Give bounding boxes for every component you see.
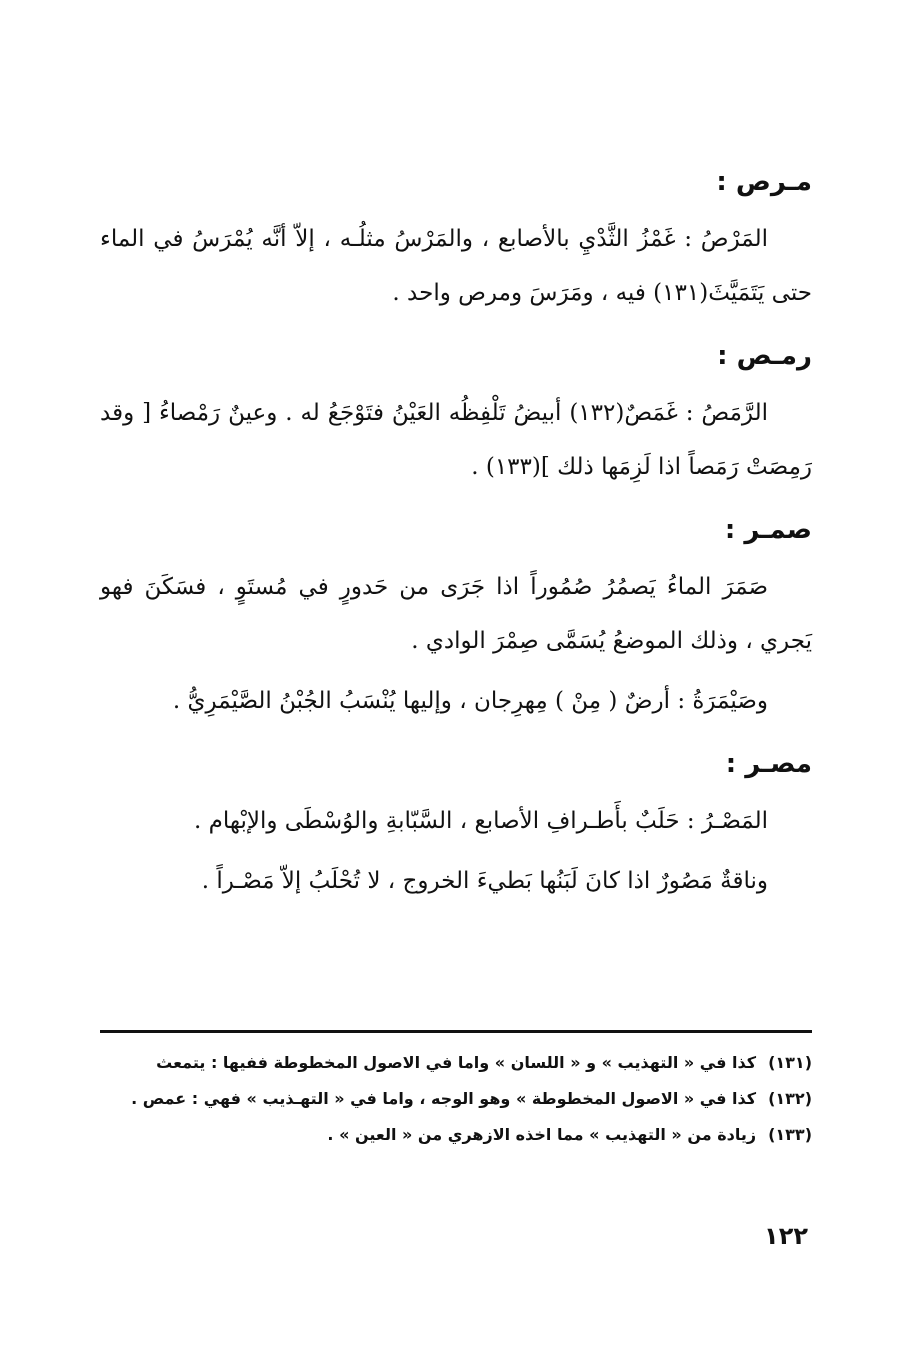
entry-samar [100,512,812,728]
entry-paragraph: وناقةٌ مَصُورٌ اذا كانَ لَبَنُها بَطيءَ الخروج ، لا تُحْلَبُ إلاّ مَصْـراً . [201,868,768,894]
entry-heading: رمـص : [717,341,812,371]
entry-paragraph: المَرْصُ : غَمْزُ الثَّدْيِ بالأصابع ، والمَرْسُ مثلُـه ، إلاّ أنَّه يُمْرَسُ في الماء حتى يَتَمَيَّثَ(١٣١) فيه ، ومَرَسَ ومرص واحد . [100,226,812,306]
footnote-number: (١٣٢) [768,1089,812,1108]
footnote-132 [100,1084,812,1114]
footnote-number: (١٣٣) [768,1125,812,1144]
entry-heading: صمـر : [724,515,812,545]
entry-paragraph: الرَّمَصُ : غَمَصٌ(١٣٢) أبيضُ تَلْفِظُه العَيْنُ فتَوْجَعُ له . وعينٌ رَمْصاءُ [ وقد رَمِصَتْ رَمَصاً اذا لَزِمَها ذلك ](١٣٣) . [100,400,812,480]
entry-paragraph: وصَيْمَرَةُ : أرضٌ ( مِنْ ) مِهرِجان ، وإليها يُنْسَبُ الجُبْنُ الصَّيْمَرِيُّ . [172,688,768,714]
footnote-number: (١٣١) [768,1053,812,1072]
entry-heading: مـرص : [716,167,812,197]
entry-paragraph: صَمَرَ الماءُ يَصمُرُ صُمُوراً اذا جَرَى من حَدورٍ في مُستَوٍ ، فسَكَنَ فهو يَجري ، وذلك الموضعُ يُسَمَّى صِمْرَ الوادي . [100,574,812,654]
footnote-text: زيادة من « التهذيب » مما اخذه الازهري من « العين » . [327,1125,757,1144]
footnote-divider [100,1030,812,1033]
entry-mars [100,164,812,320]
footnote-133 [100,1120,812,1150]
footnote-text: كذا في « الاصول المخطوطة » وهو الوجه ، واما في « التهـذيب » فهي : عمص . [131,1089,757,1108]
entry-ramas [100,338,812,494]
footnote-131 [100,1048,812,1078]
entry-masr [100,746,812,908]
entry-heading: مصـر : [725,749,812,779]
page-number: ١٢٢ [764,1222,808,1250]
entry-paragraph: المَصْـرُ : حَلَبٌ بأَطـرافِ الأصابع ، السَّبّابةِ والوُسْطَى والإبْهام . [194,808,768,834]
footnote-text: كذا في « التهذيب » و « اللسان » واما في الاصول المخطوطة ففيها : يتمعث [156,1053,757,1072]
page-body [100,150,812,926]
footnotes [100,1048,812,1156]
